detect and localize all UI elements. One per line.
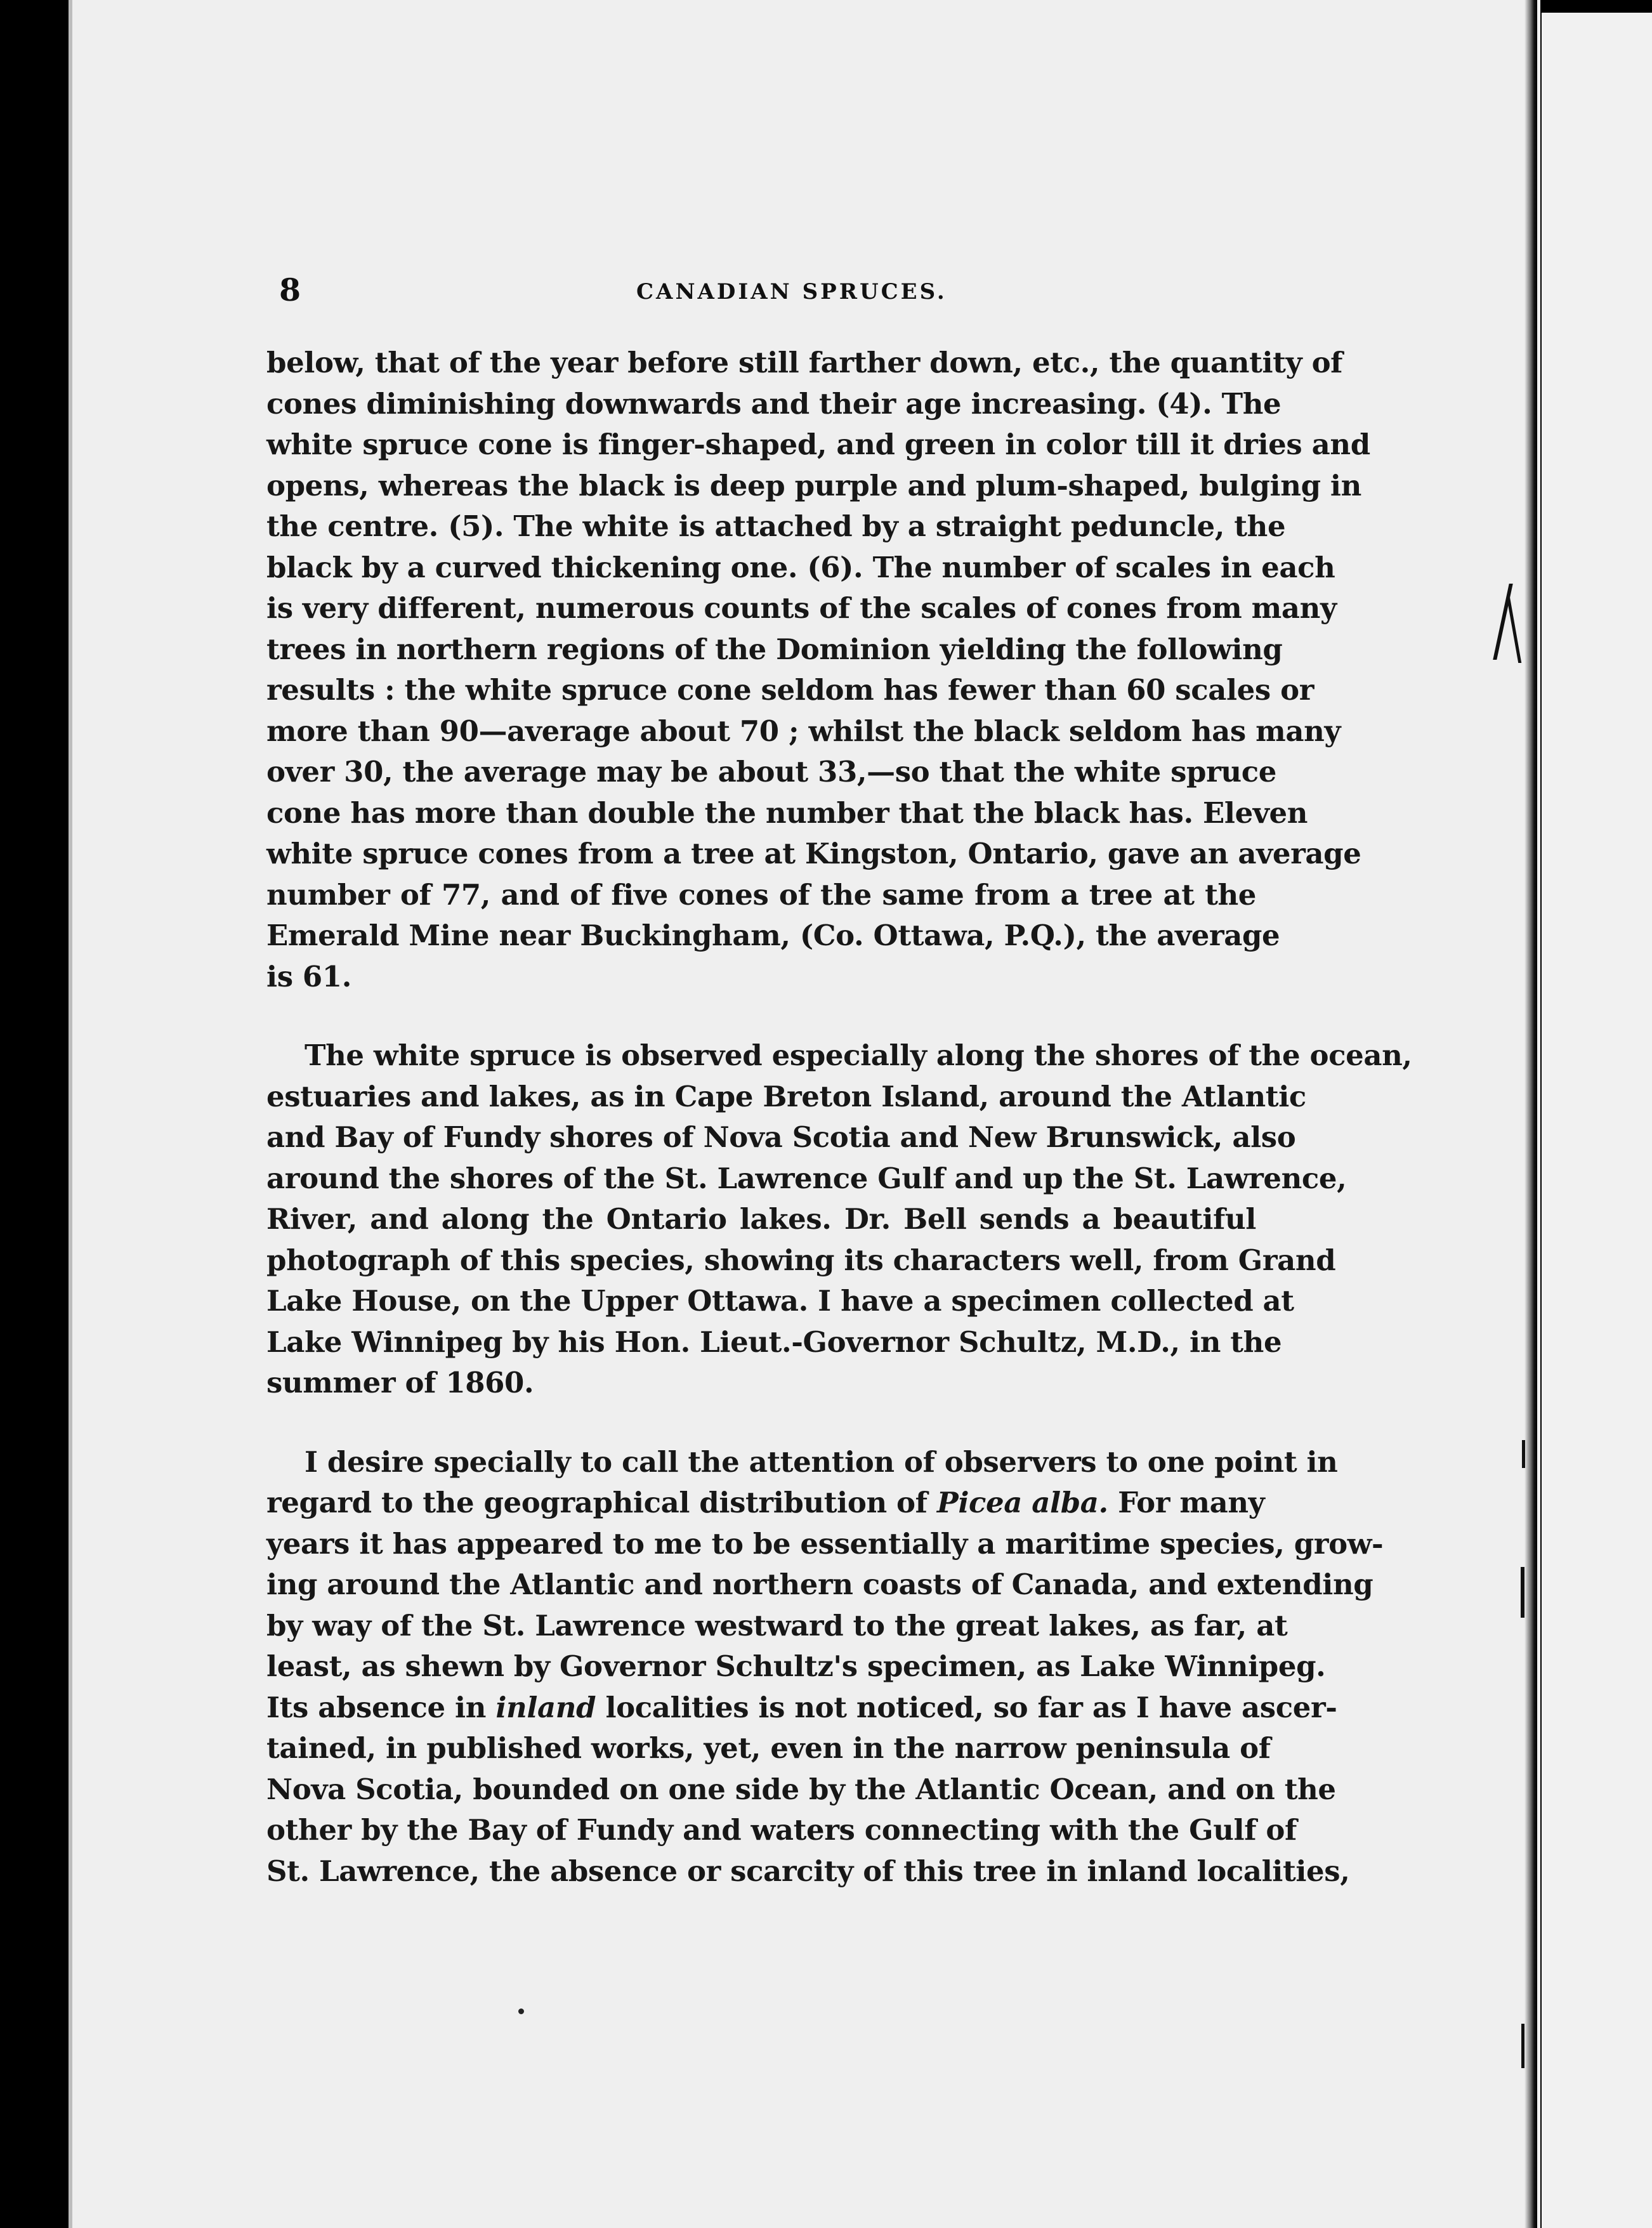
text-line [266,793,1308,834]
text-run: The white spruce is observed especially along the shores of the ocean, [305,1039,1412,1072]
text-run: River, and along the Ontario lakes. Dr. Bell sends a beautiful [266,1202,1256,1236]
text-line [266,1564,1373,1605]
text-run: the centre. (5). The white is attached by a straight peduncle, the [266,509,1286,543]
text-run: results : the white spruce cone seldom has fewer than 60 scales or [266,673,1314,707]
text-line [266,1363,1256,1403]
text-run: tained, in published works, yet, even in the narrow peninsula of [266,1731,1271,1765]
italic-text: inland [495,1690,596,1724]
text-line [305,1035,1412,1076]
text-run: localities is not noticed, so far as I have ascer- [596,1690,1337,1724]
text-run: cones diminishing downwards and their age increasing. (4). The [266,386,1282,421]
text-run: Its absence in [266,1690,496,1724]
text-line [266,1240,1336,1281]
text-line [266,1077,1306,1117]
text-line [266,711,1341,752]
text-run: black by a curved thickening one. (6). The number of scales in each [266,550,1335,584]
text-run: Lake Winnipeg by his Hon. Lieut.-Governor Schultz, M.D., in the [266,1325,1282,1359]
text-line [266,1117,1296,1158]
fold-mark [1521,1567,1524,1618]
text-run: is very different, numerous counts of the scales of cones from many [266,591,1337,625]
text-run: St. Lawrence, the absence or scarcity of this tree in inland localities, [266,1854,1350,1888]
text-line [266,506,1286,547]
text-line [266,875,1256,915]
text-run: around the shores of the St. Lawrence Gulf and up the St. Lawrence, [266,1161,1347,1195]
text-line [266,1524,1384,1564]
text-run: ing around the Atlantic and northern coasts of Canada, and extending [266,1568,1373,1601]
text-run: white spruce cones from a tree at Kingston, Ontario, gave an average [266,837,1361,870]
text-run: I desire specially to call the attention of observers to one point in [305,1445,1338,1479]
text-run: Emerald Mine near Buckingham, (Co. Ottawa, P.Q.), the average [266,919,1280,952]
page-header [272,272,1261,322]
italic-text: Picea alba. [936,1486,1108,1519]
text-run: trees in northern regions of the Dominion yielding the following [266,632,1283,666]
text-line [266,588,1337,629]
text-line [305,1442,1338,1483]
book-gutter [1524,0,1537,2228]
text-line [266,1483,1265,1523]
text-line [266,915,1280,956]
page-number: 8 [279,272,301,308]
right-page-edge [1542,13,1652,2228]
text-run: and Bay of Fundy shores of Nova Scotia and New Brunswick, also [266,1120,1296,1154]
text-run: summer of 1860. [266,1366,534,1399]
text-line [266,1322,1282,1363]
running-head: CANADIAN SPRUCES. [636,279,947,305]
text-line [266,957,1256,997]
text-run: least, as shewn by Governor Schultz's specimen, as Lake Winnipeg. [266,1649,1326,1683]
text-run: Lake House, on the Upper Ottawa. I have a specimen collected at [266,1284,1294,1318]
text-line [266,466,1361,506]
text-run: Nova Scotia, bounded on one side by the Atlantic Ocean, and on the [266,1772,1336,1806]
text-run: white spruce cone is finger-shaped, and green in color till it dries and [266,428,1370,461]
text-line [266,1606,1288,1646]
fold-mark [1522,1440,1525,1468]
text-run: estuaries and lakes, as in Cape Breton Island, around the Atlantic [266,1079,1306,1113]
text-line [266,834,1361,874]
text-run: For many [1108,1486,1265,1519]
text-run: cone has more than double the number that the black has. Eleven [266,796,1308,830]
text-line [266,424,1370,465]
text-run: photograph of this species, showing its characters well, from Grand [266,1243,1336,1277]
text-line [266,1158,1347,1199]
text-run: years it has appeared to me to be essentially a maritime species, grow- [266,1526,1384,1561]
text-line [266,752,1276,792]
text-run: more than 90—average about 70 ; whilst the black seldom has many [266,714,1341,748]
text-line [266,1810,1297,1851]
text-line [266,1851,1350,1892]
text-line [266,343,1343,383]
text-run: regard to the geographical distribution of [266,1486,937,1519]
text-line [266,1199,1256,1240]
text-line [266,1646,1326,1687]
text-line [266,384,1282,424]
text-line [266,547,1335,588]
text-line [266,670,1314,711]
text-line [266,1281,1294,1321]
text-run: other by the Bay of Fundy and waters connecting with the Gulf of [266,1813,1297,1847]
ink-speck [518,2008,524,2014]
fold-mark [1521,2024,1524,2068]
text-line [266,1687,1337,1728]
text-line [266,1728,1271,1769]
text-run: opens, whereas the black is deep purple and plum-shaped, bulging in [266,468,1361,502]
text-line [266,1769,1336,1810]
text-run: over 30, the average may be about 33,—so that the white spruce [266,755,1276,789]
text-run: is 61. [266,959,351,993]
text-run: number of 77, and of five cones of the same from a tree at the [266,877,1256,912]
text-line [266,629,1283,670]
text-run: by way of the St. Lawrence westward to the great lakes, as far, at [266,1608,1288,1642]
text-run: below, that of the year before still farther down, etc., the quantity of [266,346,1343,379]
